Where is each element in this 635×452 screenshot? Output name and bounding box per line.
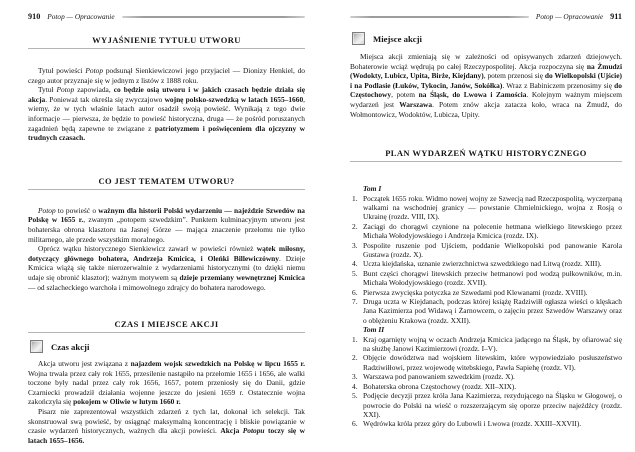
heading-rule xyxy=(28,189,305,190)
plan-item: Druga uczta w Kiejdanach, podczas której książę Radziwiłł ogłasza wieści o klęskach Jana Kazimierza pod Widawą i Żarnowcem, o zajęciu przez Szwedów Warszawy oraz o oblężeniu Krakowa (rozdz. XXII). xyxy=(363,297,622,325)
plan-item: Podjęcie decyzji przez króla Jana Kazimierza, rezydującego na Śląsku w Głogowej, o powrocie do Polski na wieść o rozszerzającym się oporze przeciw najeźdźcy (rozdz. XXI). xyxy=(363,391,622,419)
page-number: 911 xyxy=(610,12,622,21)
plan-item: Pospolite ruszenie pod Ujściem, poddanie Wielkopolski pod panowanie Karola Gustawa (rozdz. X). xyxy=(363,240,622,259)
paragraph: Pisarz nie zaprezentował wszystkich zdarzeń z tych lat, dokonał ich selekcji. Tak skonstruował swą powieść, by osiągnąć maksymalną koncentrację i bliskie powiązanie w czasie wydarzeń historycznych, ważnych dla akcji powieści. Akcja Potopu toczy się w latach 1655–1656. xyxy=(28,407,305,445)
running-header-left xyxy=(28,11,305,22)
paragraph: Oprócz wątku historycznego Sienkiewicz zawarł w powieści również wątek miłosny, dotyczący głównego bohatera, Andrzeja Kmicica, i Oleńki Billewiczówny. Dzieje Kmicica wiążą się także nierozerwalnie z wydarzeniami historycznymi (to dzięki niemu udaje się obronić klasztor); ważnym motywem są dzieje przemiany wewnętrznej Kmicica — od szlacheckiego warchoła i mimowolnego zdrajcy do bohatera narodowego. xyxy=(28,244,306,292)
note-square-icon xyxy=(30,340,43,353)
plan-item: Bohaterska obrona Częstochowy (rozdz. XII–XIX). xyxy=(363,381,517,391)
plan-item: Wędrówka króla przez góry do Lubowli i Lwowa (rozdz. XXIII–XXVII). xyxy=(363,419,582,429)
section-heading-title-explanation: WYJAŚNIENIE TYTUŁU UTWORU xyxy=(92,35,241,45)
paragraph: Akcja utworu jest związana z najazdem wojsk szwedzkich na Polskę w lipcu 1655 r. Wojna trwała przez cały rok 1655, przesilenie nastąpiło na przełomie 1655 i 1656, ale walki toczone były nadal przez cały rok 1656, 1657, potem przeniosły się do Danii, gdzie Czarniecki prowadził działania wojenne jeszcze do jesieni 1659 r. Ostatecznie wojna zakończyła się pokojem w Oliwie w lutym 1660 r. xyxy=(28,359,306,407)
header-rule xyxy=(350,16,529,18)
section-heading-theme: CO JEST TEMATEM UTWORU? xyxy=(98,175,235,186)
plan-item: Uczta kiejdańska, uznanie zwierzchnictwa szwedzkiego nad Litwą (rozdz. XIII). xyxy=(363,259,602,269)
plan-item: Początek 1655 roku. Widmo nowej wojny ze Szwecją nad Rzeczpospolitą, wyczerpaną walkami na wschodniej granicy — powstanie Chmielnickiego, wojna z Rosją o Ukrainę (rozdz. VIII, IX). xyxy=(363,193,622,222)
tom2-label: Tom II xyxy=(363,325,385,335)
heading-rule xyxy=(28,332,305,333)
heading-rule xyxy=(350,161,622,162)
running-title: Potop — Opracowanie xyxy=(47,12,115,21)
plan-list-tom1 xyxy=(350,194,622,326)
running-header-right xyxy=(350,11,622,22)
plan-item: Warszawa pod panowaniem szwedzkim (rozdz. X). xyxy=(363,372,515,382)
heading-rule xyxy=(28,48,305,49)
paragraph: Potop to powieść o ważnym dla historii Polski wydarzeniu — najeździe Szwedów na Polskę w 1655 r., zwanym „potopem szwedzkim”. Punktem kulminacyjnym utworu jest bohaterska obrona klasztoru na Jasnej Górze — mająca znaczenie przełomu nie tylko militarnego, ale przede wszystkim moralnego. xyxy=(28,205,306,244)
paragraph: Tytuł Potop zapowiada, co będzie osią utworu i w jakich czasach będzie działa się akcja. Ponieważ tak określa się zwyczajowo wojnę polsko-szwedzką w latach 1655–1660, wiemy, że w tych właśnie latach autor osadził swoją powieść. Wynikają z tego dwie informacje — pierwsza, że będzie to powieść historyczna, druga — że pośród poruszanych zagadnień będą zapewne te związane z patriotyzmem i poświęceniem dla ojczyzny w trudnych czasach. xyxy=(28,85,306,143)
plan-item: Objęcie dowództwa nad wojskiem litewskim, które wypowiedziało posłuszeństwo Radziwiłłowi, przez wojewodę witebskiego, Pawła Sapiehę (rozdz. VI). xyxy=(363,353,622,372)
note-square-icon xyxy=(352,32,365,45)
subsection-title: Miejsce akcji xyxy=(373,34,422,45)
subsection-place xyxy=(352,32,622,45)
plan-item: Bunt części chorągwi litewskich przeciw hetmanowi pod wodzą pułkowników, m.in. Michała Wołodyjowskiego (rozdz. XVII). xyxy=(363,268,622,288)
paragraph: Tytuł powieści Potop podsunął Sienkiewiczowi jego przyjaciel — Dionizy Henkiel, do czego autor przyznaje się w jednym z listów z 1888 roku. xyxy=(28,66,305,85)
plan-item: Zaciągi do chorągwi czynione na polecenie hetmana wielkiego litewskiego przez Michała Wołodyjowskiego i Andrzeja Kmicica (rozdz. IX). xyxy=(363,221,622,241)
plan-list-tom2 xyxy=(350,335,622,429)
page-911 xyxy=(318,0,635,452)
paragraph: Miejsca akcji zmieniają się w zależności od opisywanych zdarzeń dziejowych. Bohaterowie wciąż wędrują po całej Rzeczypospolitej. Akcja rozpoczyna się na Żmudzi (Wodokty, Lubicz, Upita, Birże, Kiejdany), potem przenosi się do Wielkopolski (Ujście) i na Podlasie (Łuków, Tykocin, Janów, Sokółka). Wraz z Babiniczem przenosimy się do Częstochowy, potem na Śląsk, do Lwowa i Zamościa. Kolejnym ważnym miejscem wydarzeń jest Warszawa. Potem znów akcja zatacza koło, wraca na Żmudź, do Wołmontowicz, Wodoktów, Lubicza, Upity. xyxy=(350,52,623,119)
page-number: 910 xyxy=(28,12,41,21)
subsection-time xyxy=(30,340,305,353)
subsection-title: Czas akcji xyxy=(51,342,90,353)
plan-item: Kraj ogarnięty wojną w oczach Andrzeja Kmicica jadącego na Śląsk, by ofiarować się na służbę Janowi Kazimierzowi (rozdz. I–V). xyxy=(363,334,622,354)
running-title: Potop — Opracowanie xyxy=(535,12,604,21)
plan-item: Pierwsza zwycięska potyczka ze Szwedami pod Klewanami (rozdz. XVIII). xyxy=(363,287,588,297)
section-heading-time-place: CZAS I MIEJSCE AKCJI xyxy=(114,319,219,330)
header-rule xyxy=(122,16,305,18)
section-heading-plan: PLAN WYDARZEŃ WĄTKU HISTORYCZNEGO xyxy=(385,148,587,159)
tom1-label: Tom I xyxy=(363,184,382,194)
